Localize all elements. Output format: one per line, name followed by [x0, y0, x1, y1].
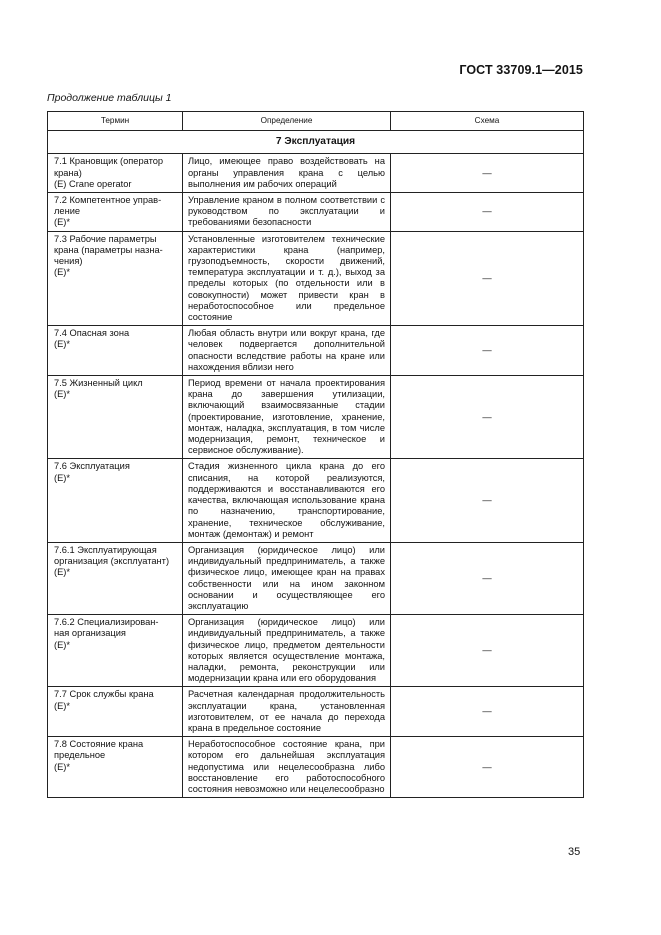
- table-row: [48, 459, 584, 542]
- term-line: (E)*: [54, 700, 71, 711]
- section-row: [48, 131, 584, 154]
- term-line: (E)*: [54, 217, 71, 228]
- definition-cell: Расчетная календарная продолжительность эксплуатации крана, установленная изготовителем, от ее начала до перехода крана в предельное состояние: [183, 687, 391, 737]
- definition-cell: Период времени от начала проектирования крана до завершения утилизации, включающий взаимосвязанные стадии (проектирование, изготовление, хранение, монтаж, наладка, эксплуатация, в том числе модернизация, ремонт, техническое и сервисное обслуживание).: [183, 376, 391, 459]
- page-number: 35: [568, 846, 581, 858]
- term-line: 7.6.2 Специализирован-: [54, 617, 159, 628]
- column-header-term: Термин: [48, 112, 183, 131]
- term-cell: [48, 154, 183, 193]
- term-line: 7.6.1 Эксплуатирующая: [54, 544, 157, 555]
- term-cell: [48, 687, 183, 737]
- standard-code: ГОСТ 33709.1—2015: [459, 63, 583, 77]
- term-cell: [48, 376, 183, 459]
- column-header-definition: Определение: [183, 112, 391, 131]
- terms-table: [47, 111, 584, 798]
- definition-cell: Управление краном в полном соответствии с руководством по эксплуатации и требованиями безопасности: [183, 193, 391, 232]
- term-cell: [48, 737, 183, 798]
- table-row: [48, 154, 584, 193]
- term-line: крана): [54, 167, 82, 178]
- table-row: [48, 542, 584, 614]
- table-row: [48, 326, 584, 376]
- term-cell: [48, 326, 183, 376]
- table-row: [48, 231, 584, 326]
- definition-cell: Организация (юридическое лицо) или индивидуальный предприниматель, а также физическое лицо, имеющее кран на правах собственности или на ином законном основании и осуществляющее его эксплуатацию: [183, 542, 391, 614]
- term-line: 7.1 Крановщик (оператор: [54, 156, 164, 167]
- term-cell: [48, 193, 183, 232]
- definition-cell: Установленные изготовителем технические характеристики крана (например, грузоподъемность, скорости движений, температура эксплуатации и т. д.), выход за пределы которых (по отдельности или в совокупности) может привести кран в неработоспособное или предельное состояние: [183, 231, 391, 326]
- term-line: предельное: [54, 750, 106, 761]
- definition-cell: Стадия жизненного цикла крана до его списания, на которой реализуются, поддерживаются и восстанавливаются его качества, включающая использование крана по назначению, транспортирование, хранение, техническое обслуживание, монтаж (демонтаж) и ремонт: [183, 459, 391, 542]
- scheme-cell: —: [391, 542, 584, 614]
- term-line: (E)*: [54, 472, 71, 483]
- term-line: ление: [54, 206, 81, 217]
- scheme-cell: —: [391, 154, 584, 193]
- definition-cell: Любая область внутри или вокруг крана, где человек подвергается дополнительной опасности вследствие работы на кране или нахождения вблизи него: [183, 326, 391, 376]
- table-row: [48, 737, 584, 798]
- term-cell: [48, 542, 183, 614]
- scheme-cell: —: [391, 615, 584, 687]
- table-row: [48, 615, 584, 687]
- term-cell: [48, 231, 183, 326]
- table-row: [48, 193, 584, 232]
- scheme-cell: —: [391, 193, 584, 232]
- term-line: чения): [54, 256, 83, 267]
- term-line: 7.7 Срок службы крана: [54, 689, 154, 700]
- table-caption: Продолжение таблицы 1: [47, 92, 172, 104]
- term-line: ная организация: [54, 628, 126, 639]
- term-line: (E)*: [54, 339, 71, 350]
- term-line: (E)*: [54, 567, 71, 578]
- scheme-cell: —: [391, 459, 584, 542]
- table-row: [48, 376, 584, 459]
- term-line: (E)*: [54, 639, 71, 650]
- definition-cell: Организация (юридическое лицо) или индивидуальный предприниматель, а также физическое лицо, предметом деятельности которых является осуществление монтажа, наладки, ремонта, реконструкции или модернизации крана или его оборудования: [183, 615, 391, 687]
- table-row: [48, 687, 584, 737]
- term-cell: [48, 615, 183, 687]
- term-line: организация (эксплуатант): [54, 556, 170, 567]
- term-line: 7.8 Состояние крана: [54, 739, 144, 750]
- scheme-cell: —: [391, 231, 584, 326]
- term-line: 7.5 Жизненный цикл: [54, 378, 143, 389]
- term-line: (E)*: [54, 389, 71, 400]
- term-line: 7.6 Эксплуатация: [54, 461, 130, 472]
- term-line: 7.4 Опасная зона: [54, 328, 130, 339]
- term-line: 7.2 Компетентное управ-: [54, 195, 162, 206]
- scheme-cell: —: [391, 737, 584, 798]
- definition-cell: Лицо, имеющее право воздействовать на органы управления крана с целью выполнения им рабочих операций: [183, 154, 391, 193]
- scheme-cell: —: [391, 326, 584, 376]
- term-line: (E) Crane operator: [54, 178, 132, 189]
- term-line: 7.3 Рабочие параметры: [54, 233, 157, 244]
- scheme-cell: —: [391, 376, 584, 459]
- scheme-cell: —: [391, 687, 584, 737]
- section-title: 7 Эксплуатация: [48, 131, 584, 154]
- column-header-scheme: Схема: [391, 112, 584, 131]
- term-cell: [48, 459, 183, 542]
- term-line: крана (параметры назна-: [54, 244, 163, 255]
- term-line: (E)*: [54, 761, 71, 772]
- table-header-row: [48, 112, 584, 131]
- term-line: (E)*: [54, 267, 71, 278]
- definition-cell: Неработоспособное состояние крана, при котором его дальнейшая эксплуатация недопустима или нецелесообразна либо восстановление его работоспособного состояния невозможно или нецелесообразно: [183, 737, 391, 798]
